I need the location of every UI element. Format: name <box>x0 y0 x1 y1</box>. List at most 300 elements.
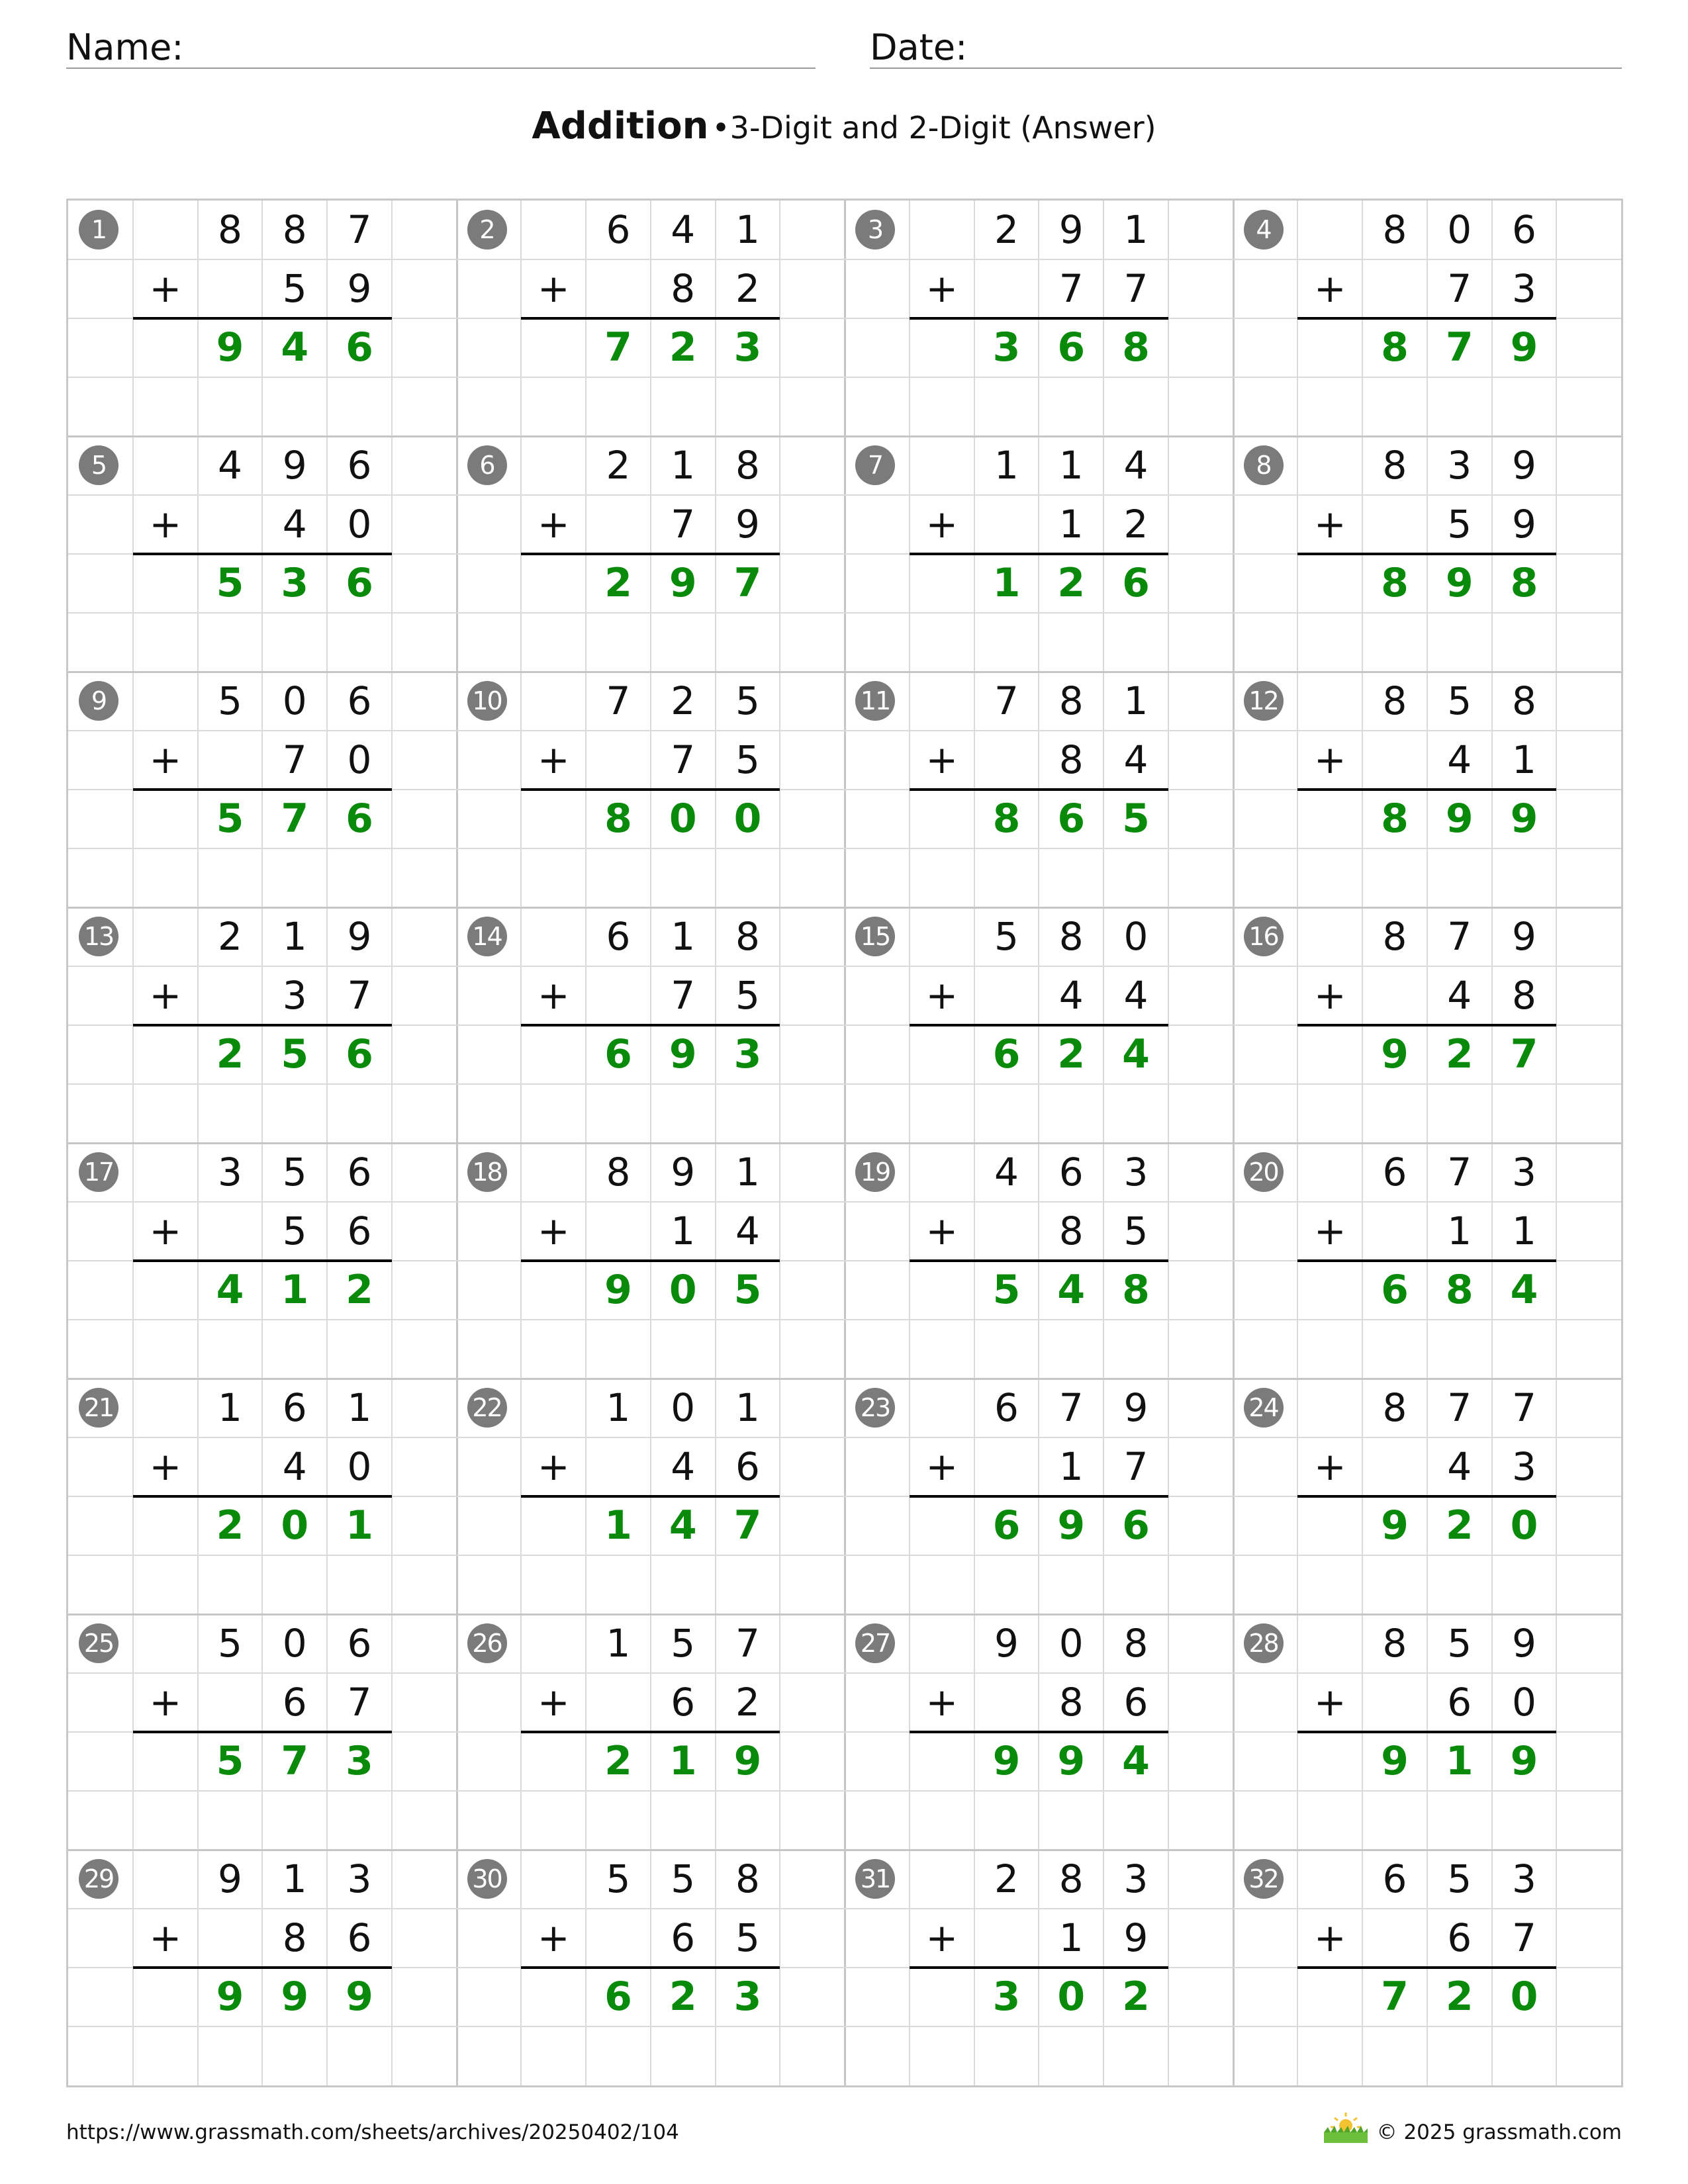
top-digit: 6 <box>1058 1150 1084 1195</box>
bottom-digit: 7 <box>1123 1444 1149 1489</box>
bottom-digit: 0 <box>347 737 372 782</box>
bottom-digit: 6 <box>735 1444 760 1489</box>
answer-digit: 9 <box>216 1974 244 2020</box>
top-digit: 6 <box>606 207 631 252</box>
top-digit: 5 <box>218 1621 242 1666</box>
bottom-digit: 4 <box>282 1444 307 1489</box>
problem-number-badge: 2 <box>467 210 507 250</box>
top-digit: 8 <box>735 1856 760 1901</box>
top-digit: 5 <box>994 914 1019 959</box>
bottom-digit: 0 <box>1512 1680 1536 1725</box>
answer-digit: 7 <box>281 796 309 842</box>
answer-digit: 7 <box>733 1502 762 1549</box>
worksheet-title <box>0 105 1688 148</box>
problem-number-badge: 25 <box>79 1623 118 1663</box>
bottom-digit: 4 <box>1447 737 1472 782</box>
top-digit: 7 <box>1447 914 1472 959</box>
answer-digit: 3 <box>733 1031 762 1077</box>
answer-digit: 9 <box>216 324 244 371</box>
bottom-digit: 1 <box>1058 1915 1084 1960</box>
answer-digit: 6 <box>346 1031 373 1077</box>
answer-digit: 3 <box>733 1974 762 2020</box>
answer-digit: 2 <box>346 1267 373 1313</box>
top-digit: 3 <box>1447 443 1472 488</box>
top-digit: 1 <box>735 1385 760 1430</box>
bottom-digit: 5 <box>1447 502 1472 547</box>
plus-sign: + <box>537 1915 570 1960</box>
plus-sign: + <box>925 1444 959 1489</box>
problem-number-badge: 23 <box>855 1388 895 1428</box>
top-digit: 6 <box>1382 1856 1407 1901</box>
answer-digit: 0 <box>1510 1974 1538 2020</box>
problem-number-badge: 28 <box>1244 1623 1284 1663</box>
top-digit: 1 <box>994 443 1019 488</box>
name-label: Name: <box>66 26 184 68</box>
top-digit: 3 <box>218 1150 242 1195</box>
problem-number-badge: 32 <box>1244 1859 1284 1899</box>
bottom-digit: 4 <box>1123 973 1149 1018</box>
top-digit: 6 <box>347 443 372 488</box>
plus-sign: + <box>149 737 182 782</box>
answer-digit: 2 <box>1057 560 1086 606</box>
problem-number-badge: 4 <box>1244 210 1284 250</box>
plus-sign: + <box>1313 266 1346 311</box>
bottom-digit: 1 <box>671 1208 696 1253</box>
answer-digit: 6 <box>1057 796 1086 842</box>
plus-sign: + <box>149 1444 182 1489</box>
answer-digit: 4 <box>216 1267 244 1313</box>
bottom-digit: 8 <box>1058 1208 1084 1253</box>
answer-digit: 2 <box>1122 1974 1150 2020</box>
top-digit: 2 <box>218 914 242 959</box>
answer-digit: 6 <box>1122 560 1150 606</box>
answer-digit: 8 <box>1122 1267 1150 1313</box>
bottom-digit: 6 <box>347 1208 372 1253</box>
plus-sign: + <box>537 502 570 547</box>
answer-digit: 7 <box>281 1738 309 1784</box>
answer-digit: 6 <box>1122 1502 1150 1549</box>
bottom-digit: 9 <box>1123 1915 1149 1960</box>
top-digit: 8 <box>1382 678 1407 723</box>
plus-sign: + <box>149 1680 182 1725</box>
problem-number-badge: 5 <box>79 445 118 485</box>
top-digit: 5 <box>735 678 760 723</box>
title-bullet: • <box>712 110 730 146</box>
top-digit: 5 <box>1447 1621 1472 1666</box>
problem-number-badge: 18 <box>467 1152 507 1192</box>
bottom-digit: 6 <box>1447 1915 1472 1960</box>
top-digit: 8 <box>1512 678 1536 723</box>
plus-sign: + <box>925 266 959 311</box>
answer-digit: 5 <box>1122 796 1150 842</box>
bottom-digit: 9 <box>735 502 760 547</box>
problem-number-badge: 10 <box>467 681 507 721</box>
answer-digit: 6 <box>992 1031 1021 1077</box>
answer-digit: 0 <box>281 1502 309 1549</box>
top-digit: 1 <box>606 1621 631 1666</box>
answer-digit: 5 <box>216 796 244 842</box>
answer-digit: 4 <box>1510 1267 1538 1313</box>
plus-sign: + <box>1313 973 1346 1018</box>
top-digit: 2 <box>994 207 1019 252</box>
answer-digit: 7 <box>733 560 762 606</box>
problem-number-badge: 12 <box>1244 681 1284 721</box>
answer-digit: 9 <box>1381 1738 1409 1784</box>
top-digit: 9 <box>994 1621 1019 1666</box>
bottom-digit: 7 <box>347 973 372 1018</box>
answer-digit: 2 <box>604 1738 632 1784</box>
bottom-digit: 5 <box>735 973 760 1018</box>
answer-digit: 8 <box>604 796 632 842</box>
problem-number-badge: 8 <box>1244 445 1284 485</box>
bottom-digit: 6 <box>671 1680 696 1725</box>
answer-digit: 2 <box>216 1502 244 1549</box>
bottom-digit: 0 <box>347 1444 372 1489</box>
top-digit: 6 <box>347 678 372 723</box>
top-digit: 5 <box>1447 678 1472 723</box>
answer-digit: 5 <box>733 1267 762 1313</box>
bottom-digit: 8 <box>1058 737 1084 782</box>
bottom-digit: 1 <box>1447 1208 1472 1253</box>
bottom-digit: 1 <box>1512 737 1536 782</box>
top-digit: 4 <box>1123 443 1149 488</box>
problem-number-badge: 14 <box>467 917 507 956</box>
answer-digit: 7 <box>1445 324 1474 371</box>
grass-sun-logo-icon <box>1321 2111 1370 2144</box>
top-digit: 7 <box>347 207 372 252</box>
plus-sign: + <box>925 502 959 547</box>
bottom-digit: 2 <box>735 266 760 311</box>
top-digit: 8 <box>218 207 242 252</box>
answer-digit: 9 <box>604 1267 632 1313</box>
answer-digit: 8 <box>992 796 1021 842</box>
bottom-digit: 4 <box>1447 1444 1472 1489</box>
plus-sign: + <box>537 973 570 1018</box>
plus-sign: + <box>537 1680 570 1725</box>
bottom-digit: 8 <box>1058 1680 1084 1725</box>
plus-sign: + <box>1313 502 1346 547</box>
problem-number-badge: 15 <box>855 917 895 956</box>
bottom-digit: 5 <box>1123 1208 1149 1253</box>
footer-copyright: © 2025 grassmath.com <box>1376 2120 1622 2144</box>
top-digit: 7 <box>735 1621 760 1666</box>
plus-sign: + <box>149 502 182 547</box>
problem-number-badge: 9 <box>79 681 118 721</box>
top-digit: 8 <box>606 1150 631 1195</box>
top-digit: 3 <box>347 1856 372 1901</box>
plus-sign: + <box>925 1208 959 1253</box>
plus-sign: + <box>537 1444 570 1489</box>
answer-digit: 3 <box>346 1738 373 1784</box>
bottom-digit: 4 <box>735 1208 760 1253</box>
top-digit: 6 <box>994 1385 1019 1430</box>
top-digit: 1 <box>1058 443 1084 488</box>
answer-digit: 2 <box>1445 1974 1474 2020</box>
answer-digit: 2 <box>1057 1031 1086 1077</box>
problem-number-badge: 22 <box>467 1388 507 1428</box>
bottom-digit: 6 <box>347 1915 372 1960</box>
bottom-digit: 5 <box>735 1915 760 1960</box>
bottom-digit: 8 <box>671 266 696 311</box>
top-digit: 4 <box>671 207 696 252</box>
top-digit: 7 <box>1447 1150 1472 1195</box>
bottom-digit: 7 <box>671 737 696 782</box>
top-digit: 1 <box>1123 207 1149 252</box>
plus-sign: + <box>149 973 182 1018</box>
answer-digit: 6 <box>992 1502 1021 1549</box>
bottom-digit: 7 <box>1058 266 1084 311</box>
top-digit: 5 <box>218 678 242 723</box>
answer-digit: 6 <box>1057 324 1086 371</box>
answer-digit: 2 <box>604 560 632 606</box>
problem-grid <box>66 199 1623 2087</box>
top-digit: 1 <box>671 914 696 959</box>
answer-digit: 2 <box>669 324 697 371</box>
bottom-digit: 1 <box>1058 1444 1084 1489</box>
answer-digit: 5 <box>216 560 244 606</box>
plus-sign: + <box>925 737 959 782</box>
top-digit: 8 <box>1382 207 1407 252</box>
problem-number-badge: 26 <box>467 1623 507 1663</box>
answer-digit: 3 <box>992 1974 1021 2020</box>
top-digit: 0 <box>1123 914 1149 959</box>
top-digit: 9 <box>671 1150 696 1195</box>
answer-digit: 4 <box>1122 1031 1150 1077</box>
bottom-digit: 7 <box>671 973 696 1018</box>
bottom-digit: 7 <box>347 1680 372 1725</box>
bottom-digit: 7 <box>282 737 307 782</box>
answer-digit: 5 <box>992 1267 1021 1313</box>
answer-digit: 9 <box>346 1974 373 2020</box>
problem-number-badge: 11 <box>855 681 895 721</box>
answer-digit: 0 <box>733 796 762 842</box>
answer-digit: 9 <box>1057 1738 1086 1784</box>
date-field[interactable] <box>870 25 1622 69</box>
plus-sign: + <box>149 266 182 311</box>
top-digit: 5 <box>606 1856 631 1901</box>
problem-number-badge: 20 <box>1244 1152 1284 1192</box>
problem-number-badge: 1 <box>79 210 118 250</box>
bottom-digit: 6 <box>282 1680 307 1725</box>
top-digit: 9 <box>218 1856 242 1901</box>
top-digit: 6 <box>347 1621 372 1666</box>
answer-digit: 3 <box>281 560 309 606</box>
answer-digit: 4 <box>1057 1267 1086 1313</box>
top-digit: 2 <box>994 1856 1019 1901</box>
top-digit: 9 <box>1512 443 1536 488</box>
bottom-digit: 3 <box>282 973 307 1018</box>
bottom-digit: 0 <box>347 502 372 547</box>
name-field[interactable] <box>66 25 816 69</box>
answer-digit: 9 <box>1057 1502 1086 1549</box>
top-digit: 3 <box>1512 1150 1536 1195</box>
top-digit: 8 <box>282 207 307 252</box>
bottom-digit: 8 <box>1512 973 1536 1018</box>
bottom-digit: 7 <box>1512 1915 1536 1960</box>
problem-number-badge: 30 <box>467 1859 507 1899</box>
answer-digit: 6 <box>1381 1267 1409 1313</box>
top-digit: 9 <box>1512 1621 1536 1666</box>
top-digit: 1 <box>735 1150 760 1195</box>
plus-sign: + <box>925 973 959 1018</box>
top-digit: 3 <box>1123 1856 1149 1901</box>
answer-digit: 6 <box>604 1031 632 1077</box>
top-digit: 9 <box>1123 1385 1149 1430</box>
top-digit: 9 <box>1512 914 1536 959</box>
top-digit: 0 <box>1058 1621 1084 1666</box>
problem-number-badge: 29 <box>79 1859 118 1899</box>
bottom-digit: 5 <box>282 266 307 311</box>
bottom-digit: 2 <box>1123 502 1149 547</box>
answer-digit: 3 <box>992 324 1021 371</box>
top-digit: 5 <box>1447 1856 1472 1901</box>
top-digit: 8 <box>1382 914 1407 959</box>
bottom-digit: 4 <box>1447 973 1472 1018</box>
plus-sign: + <box>149 1208 182 1253</box>
plus-sign: + <box>925 1680 959 1725</box>
answer-digit: 8 <box>1381 324 1409 371</box>
bottom-digit: 7 <box>1447 266 1472 311</box>
answer-digit: 1 <box>669 1738 697 1784</box>
top-digit: 8 <box>1382 1621 1407 1666</box>
top-digit: 8 <box>1382 1385 1407 1430</box>
answer-digit: 9 <box>669 1031 697 1077</box>
plus-sign: + <box>1313 1444 1346 1489</box>
answer-digit: 9 <box>733 1738 762 1784</box>
answer-digit: 3 <box>733 324 762 371</box>
top-digit: 7 <box>1512 1385 1536 1430</box>
problem-number-badge: 3 <box>855 210 895 250</box>
answer-digit: 1 <box>604 1502 632 1549</box>
bottom-digit: 1 <box>1058 502 1084 547</box>
bottom-digit: 7 <box>671 502 696 547</box>
top-digit: 1 <box>671 443 696 488</box>
plus-sign: + <box>1313 1208 1346 1253</box>
plus-sign: + <box>537 266 570 311</box>
top-digit: 8 <box>1058 1856 1084 1901</box>
top-digit: 8 <box>1382 443 1407 488</box>
top-digit: 8 <box>735 443 760 488</box>
answer-digit: 9 <box>1381 1502 1409 1549</box>
answer-digit: 9 <box>281 1974 309 2020</box>
answer-digit: 5 <box>281 1031 309 1077</box>
title-subtitle: 3-Digit and 2-Digit (Answer) <box>729 110 1156 146</box>
bottom-digit: 6 <box>1123 1680 1149 1725</box>
answer-digit: 7 <box>1510 1031 1538 1077</box>
top-digit: 7 <box>606 678 631 723</box>
answer-digit: 4 <box>669 1502 697 1549</box>
bottom-digit: 9 <box>1512 502 1536 547</box>
answer-digit: 5 <box>216 1738 244 1784</box>
top-digit: 6 <box>606 914 631 959</box>
problem-number-badge: 13 <box>79 917 118 956</box>
top-digit: 2 <box>606 443 631 488</box>
problem-number-badge: 7 <box>855 445 895 485</box>
answer-digit: 6 <box>346 796 373 842</box>
answer-digit: 2 <box>1445 1502 1474 1549</box>
answer-digit: 9 <box>669 560 697 606</box>
top-digit: 8 <box>1123 1621 1149 1666</box>
problem-number-badge: 27 <box>855 1623 895 1663</box>
bottom-digit: 2 <box>735 1680 760 1725</box>
answer-digit: 1 <box>992 560 1021 606</box>
answer-digit: 7 <box>604 324 632 371</box>
bottom-digit: 9 <box>347 266 372 311</box>
top-digit: 0 <box>671 1385 696 1430</box>
answer-digit: 4 <box>281 324 309 371</box>
top-digit: 8 <box>1058 678 1084 723</box>
problem-number-badge: 16 <box>1244 917 1284 956</box>
footer-url[interactable]: https://www.grassmath.com/sheets/archives/20250402/104 <box>66 2120 679 2144</box>
answer-digit: 1 <box>281 1267 309 1313</box>
problem-number-badge: 21 <box>79 1388 118 1428</box>
date-label: Date: <box>870 26 968 68</box>
top-digit: 1 <box>606 1385 631 1430</box>
bottom-digit: 4 <box>1123 737 1149 782</box>
top-digit: 7 <box>994 678 1019 723</box>
answer-digit: 0 <box>1510 1502 1538 1549</box>
answer-digit: 0 <box>669 1267 697 1313</box>
answer-digit: 9 <box>992 1738 1021 1784</box>
problem-number-badge: 19 <box>855 1152 895 1192</box>
top-digit: 4 <box>994 1150 1019 1195</box>
answer-digit: 6 <box>346 324 373 371</box>
answer-digit: 1 <box>1445 1738 1474 1784</box>
plus-sign: + <box>925 1915 959 1960</box>
answer-digit: 9 <box>1381 1031 1409 1077</box>
top-digit: 2 <box>671 678 696 723</box>
top-digit: 1 <box>282 1856 307 1901</box>
top-digit: 6 <box>1512 207 1536 252</box>
top-digit: 5 <box>671 1856 696 1901</box>
answer-digit: 2 <box>216 1031 244 1077</box>
answer-digit: 6 <box>346 560 373 606</box>
plus-sign: + <box>149 1915 182 1960</box>
top-digit: 8 <box>735 914 760 959</box>
bottom-digit: 5 <box>282 1208 307 1253</box>
plus-sign: + <box>537 1208 570 1253</box>
top-digit: 1 <box>282 914 307 959</box>
top-digit: 1 <box>735 207 760 252</box>
top-digit: 3 <box>1123 1150 1149 1195</box>
top-digit: 1 <box>347 1385 372 1430</box>
answer-digit: 6 <box>604 1974 632 2020</box>
answer-digit: 8 <box>1122 324 1150 371</box>
top-digit: 3 <box>1512 1856 1536 1901</box>
answer-digit: 7 <box>1381 1974 1409 2020</box>
top-digit: 9 <box>282 443 307 488</box>
bottom-digit: 4 <box>282 502 307 547</box>
bottom-digit: 3 <box>1512 1444 1536 1489</box>
plus-sign: + <box>1313 1915 1346 1960</box>
answer-digit: 2 <box>1445 1031 1474 1077</box>
plus-sign: + <box>537 737 570 782</box>
answer-digit: 9 <box>1510 1738 1538 1784</box>
answer-digit: 1 <box>346 1502 373 1549</box>
top-digit: 9 <box>1058 207 1084 252</box>
plus-sign: + <box>1313 1680 1346 1725</box>
top-digit: 0 <box>282 1621 307 1666</box>
bottom-digit: 4 <box>671 1444 696 1489</box>
top-digit: 5 <box>282 1150 307 1195</box>
answer-digit: 9 <box>1445 796 1474 842</box>
problem-number-badge: 31 <box>855 1859 895 1899</box>
answer-digit: 8 <box>1445 1267 1474 1313</box>
answer-digit: 9 <box>1510 324 1538 371</box>
top-digit: 0 <box>1447 207 1472 252</box>
bottom-digit: 4 <box>1058 973 1084 1018</box>
top-digit: 9 <box>347 914 372 959</box>
